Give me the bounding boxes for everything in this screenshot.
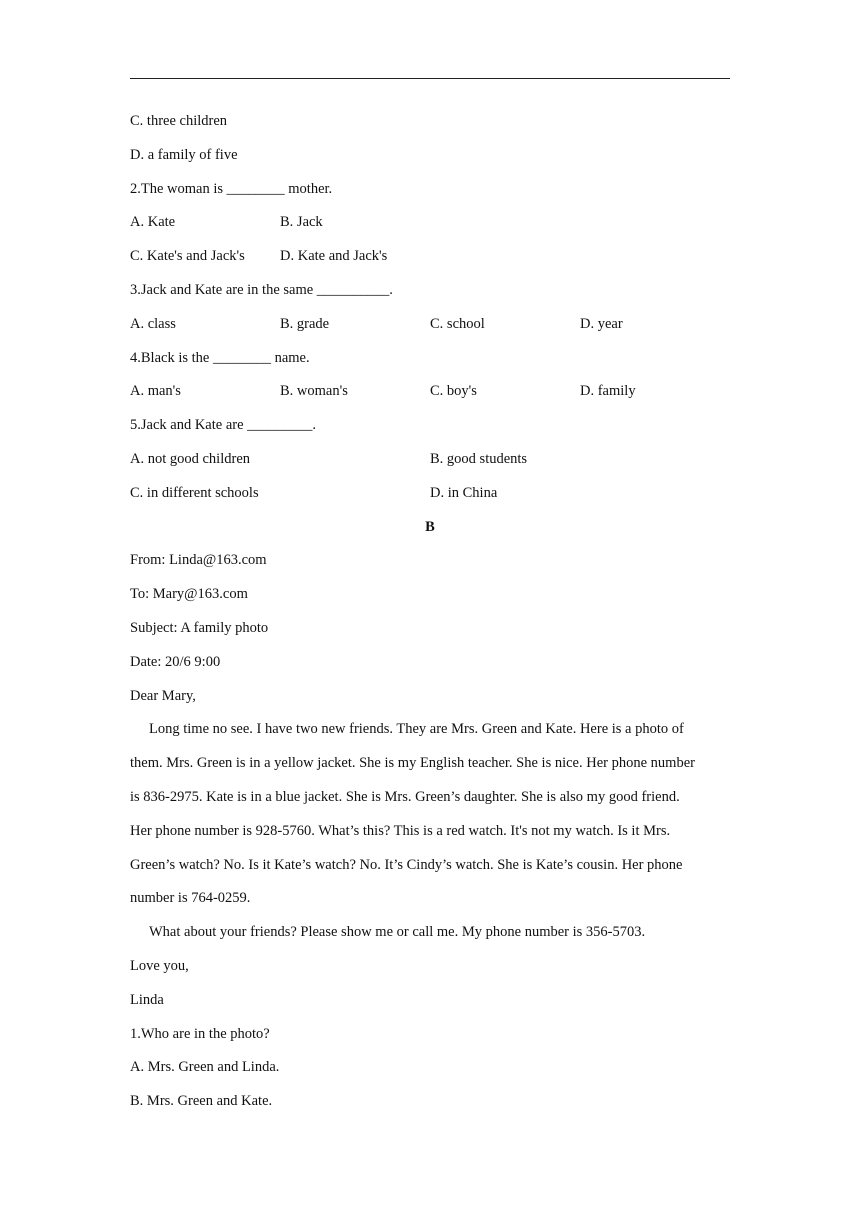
q5-stem: 5.Jack and Kate are _________. [130, 417, 317, 434]
email-body-line: them. Mrs. Green is in a yellow jacket. She is my English teacher. She is nice. Her phone number [130, 755, 695, 772]
q2-options-row1 [130, 210, 730, 244]
q3-stem: 3.Jack and Kate are in the same __________. [130, 281, 393, 298]
email-subject: Subject: A family photo [130, 619, 269, 636]
q2-option-c: C. Kate's and Jack's [130, 248, 245, 265]
email-from: From: Linda@163.com [130, 552, 267, 569]
q4-option-a: A. man's [130, 383, 181, 400]
q5-option-d: D. in China [430, 484, 498, 501]
email-signature: Linda [130, 991, 164, 1008]
q4-stem: 4.Black is the ________ name. [130, 349, 310, 366]
email-date: Date: 20/6 9:00 [130, 653, 221, 670]
email-body-line: Her phone number is 928-5760. What’s this? This is a red watch. It's not my watch. Is it Mrs. [130, 822, 671, 839]
email-to: To: Mary@163.com [130, 586, 248, 603]
q2-option-a: A. Kate [130, 214, 176, 231]
q2-option-b: B. Jack [280, 214, 323, 231]
b-q1-stem: 1.Who are in the photo? [130, 1025, 270, 1042]
b-q1-option-a: A. Mrs. Green and Linda. [130, 1059, 280, 1076]
q5-option-c: C. in different schools [130, 484, 259, 501]
document-body [130, 109, 730, 1123]
q5-options-row1 [130, 447, 730, 481]
email-closing: Love you, [130, 957, 189, 974]
q2-option-d: D. Kate and Jack's [280, 248, 388, 265]
q4-option-b: B. woman's [280, 383, 348, 400]
email-greeting: Dear Mary, [130, 687, 196, 704]
q3-options [130, 312, 730, 346]
email-paragraph-2: What about your friends? Please show me or call me. My phone number is 356-5703. [149, 924, 646, 941]
q4-options [130, 379, 730, 413]
q3-option-b: B. grade [280, 315, 330, 332]
section-b-heading: B [425, 518, 435, 535]
email-body-line: Green’s watch? No. Is it Kate’s watch? No. It’s Cindy’s watch. She is Kate’s cousin. Her phone [130, 856, 683, 873]
b-q1-option-b: B. Mrs. Green and Kate. [130, 1093, 273, 1110]
q1-option-c: C. three children [130, 113, 228, 129]
q5-option-b: B. good students [430, 450, 528, 467]
q2-options-row2 [130, 244, 730, 278]
q2-stem: 2.The woman is ________ mother. [130, 180, 333, 197]
q3-option-a: A. class [130, 315, 176, 332]
email-body-line: number is 764-0259. [130, 890, 251, 907]
q4-option-d: D. family [580, 383, 636, 400]
q3-option-c: C. school [430, 315, 485, 332]
email-body-line: is 836-2975. Kate is in a blue jacket. She is Mrs. Green’s daughter. She is also my good friend. [130, 788, 680, 805]
q3-option-d: D. year [580, 315, 623, 332]
q5-options-row2 [130, 481, 730, 515]
q4-option-c: C. boy's [430, 383, 477, 400]
email-body-line: Long time no see. I have two new friends. They are Mrs. Green and Kate. Here is a photo of [149, 721, 684, 738]
q1-option-d: D. a family of five [130, 146, 238, 163]
q5-option-a: A. not good children [130, 450, 251, 467]
header-rule [130, 78, 730, 79]
